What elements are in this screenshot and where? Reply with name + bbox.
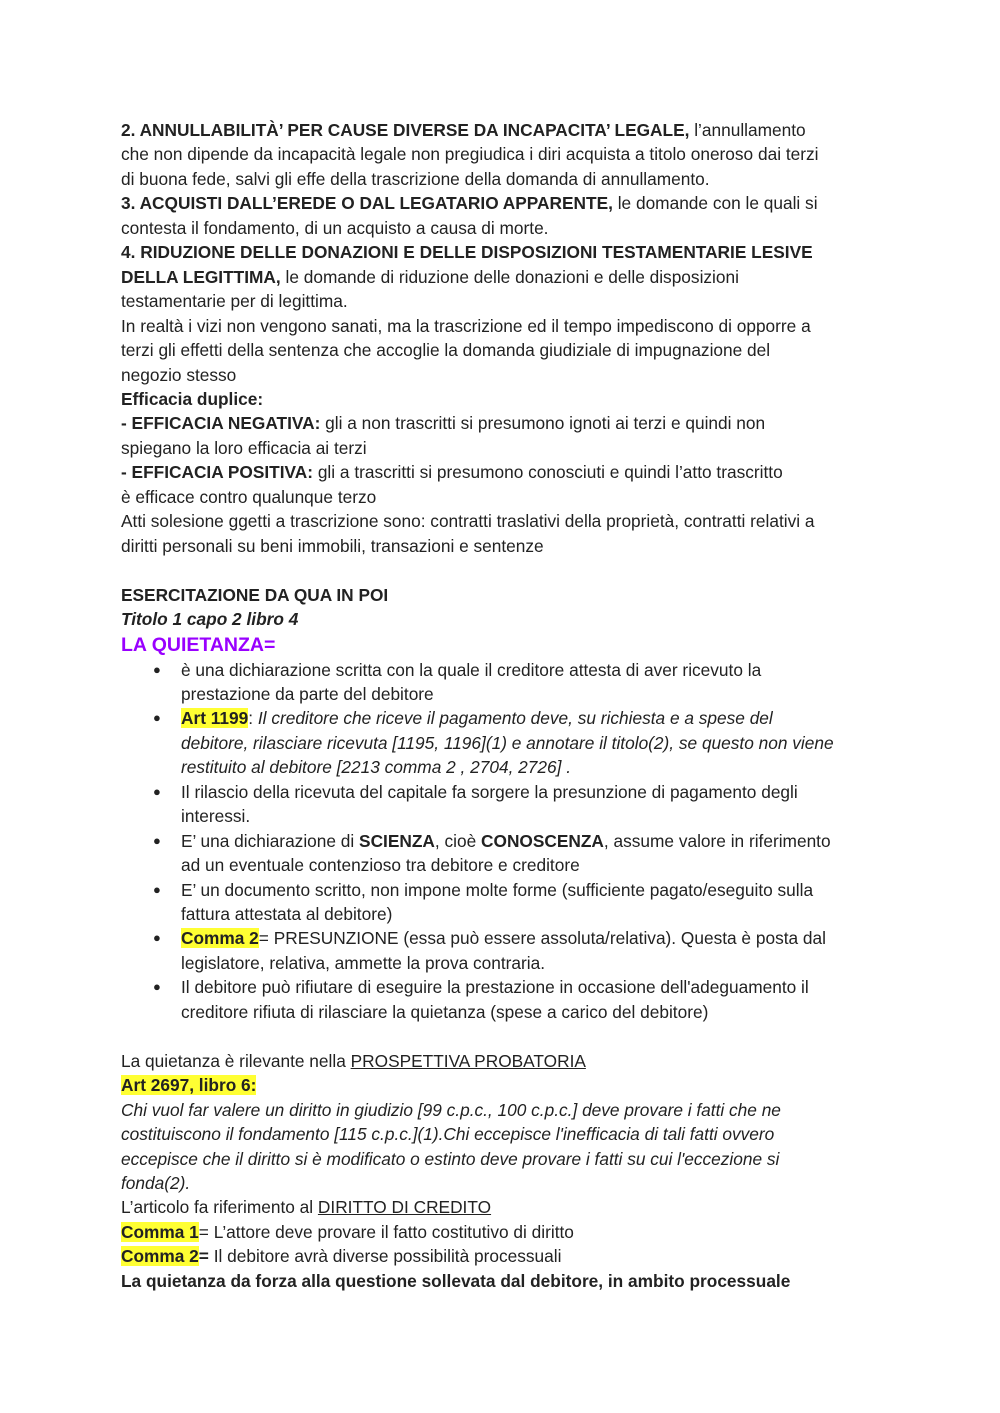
text-span: fattura attestata al debitore) (181, 904, 393, 925)
paragraph-comma-1 (121, 1220, 890, 1244)
text-span: : (248, 708, 258, 729)
bullet-icon: ● (153, 881, 161, 897)
text-span: prestazione da parte del debitore (181, 683, 434, 704)
text-span: CONOSCENZA (481, 830, 604, 851)
text-span: L’articolo fa riferimento al (121, 1197, 318, 1218)
quote-art-2697-line-4: fonda(2). (121, 1173, 191, 1193)
highlight-comma-2-bis: Comma 2 (121, 1246, 199, 1267)
paragraph-vizi-line-1: In realtà i vizi non vengono sanati, ma la trascrizione ed il tempo impediscono di opporre a (121, 315, 811, 336)
heading-legittima: DELLA LEGITTIMA, (121, 266, 281, 287)
text-span (181, 926, 890, 950)
text-span (181, 706, 890, 730)
underlined-diritto-di-credito: DIRITTO DI CREDITO (317, 1197, 492, 1218)
highlight-comma-1: Comma 1 (121, 1221, 199, 1242)
text-span: è una dichiarazione scritta con la quale il creditore attesta di aver ricevuto la (181, 659, 762, 680)
blank-line (121, 1024, 890, 1048)
paragraph-atti-line-2: diritti personali su beni immobili, transazioni e sentenze (121, 535, 544, 556)
bullet-icon: ● (153, 661, 161, 677)
paragraph-acquisti-line-2: contesta il fondamento, di un acquisto a causa di morte. (121, 217, 549, 238)
text-span: restituito al debitore [2213 comma 2 , 2704, 2726] . (181, 757, 572, 778)
list-item (121, 706, 890, 779)
text-span: interessi. (181, 806, 251, 827)
text-span: = PRESUNZIONE (essa può essere assoluta/relativa). Questa è posta dal (258, 928, 826, 949)
list-item (121, 878, 890, 927)
paragraph-riduzione-line-3: testamentarie per di legittima. (121, 291, 348, 312)
paragraph-riduzione-line-2 (121, 265, 890, 289)
paragraph-vizi-line-3: negozio stesso (121, 364, 237, 385)
text-span: Il debitore avrà diverse possibilità processuali (208, 1246, 562, 1267)
blank-line (121, 558, 890, 582)
efficacia-negativa-line-2: spiegano la loro efficacia ai terzi (121, 437, 367, 458)
label-efficacia-negativa: - EFFICACIA NEGATIVA: (121, 413, 321, 434)
paragraph-atti-line-1: Atti solesione ggetti a trascrizione sono: contratti traslativi della proprietà, contratti relativi a (121, 511, 815, 532)
paragraph-comma-2 (121, 1244, 890, 1268)
list-item (121, 829, 890, 878)
highlight-comma-2: Comma 2 (181, 928, 259, 949)
bullet-icon: ● (153, 979, 161, 995)
heading-annullabilita: 2. ANNULLABILITÀ’ PER CAUSE DIVERSE DA INCAPACITA’ LEGALE, (121, 120, 690, 140)
efficacia-positiva-line-1 (121, 460, 890, 484)
text-span: gli a trascritti si presumono conosciuti e quindi l’atto trascritto (313, 462, 783, 483)
text-span: E’ un documento scritto, non impone molte forme (sufficiente pagato/eseguito sulla (181, 879, 814, 900)
list-item (121, 975, 890, 1024)
paragraph-annullabilita-line-2: che non dipende da incapacità legale non pregiudica i diri acquista a titolo oneroso dai terzi (121, 144, 819, 165)
paragraph-final-bold: La quietanza da forza alla questione sollevata dal debitore, in ambito processuale (121, 1270, 791, 1291)
highlight-art-1199: Art 1199 (181, 708, 249, 729)
text-span: ad un eventuale contenzioso tra debitore e creditore (181, 855, 580, 876)
paragraph-riferimento (121, 1195, 890, 1219)
text-span: E’ una dichiarazione di (181, 830, 360, 851)
heading-art-2697 (121, 1073, 890, 1097)
text-span: , assume valore in riferimento (603, 830, 831, 851)
text-span: Il rilascio della ricevuta del capitale fa sorgere la presunzione di pagamento degli (181, 781, 798, 802)
bullet-icon: ● (153, 710, 161, 726)
quote-art-2697-line-2: costituiscono il fondamento [115 c.p.c.](1).Chi eccepisce l'inefficacia di tali fatti ovvero (121, 1124, 775, 1145)
underlined-prospettiva-probatoria: PROSPETTIVA PROBATORIA (350, 1050, 586, 1071)
efficacia-positiva-line-2: è efficace contro qualunque terzo (121, 486, 377, 507)
text-span: , cioè (434, 830, 482, 851)
text-span: SCIENZA (359, 830, 435, 851)
quietanza-bullet-list (121, 658, 890, 1025)
quote-art-2697-line-1: Chi vuol far valere un diritto in giudizio [99 c.p.c., 100 c.p.c.] deve provare i fatti che ne (121, 1099, 781, 1120)
text-span: legislatore, relativa, ammette la prova contraria. (181, 952, 546, 973)
paragraph-acquisti-line-1 (121, 191, 890, 215)
bullet-icon: ● (153, 832, 161, 848)
text-span: Il creditore che riceve il pagamento deve, su richiesta e a spese del (257, 708, 773, 729)
text-span: = (198, 1246, 209, 1267)
heading-acquisti: 3. ACQUISTI DALL’EREDE O DAL LEGATARIO APPARENTE, (121, 193, 613, 214)
text-span: La quietanza è rilevante nella (121, 1050, 351, 1071)
highlight-art-2697: Art 2697, libro 6: (121, 1075, 257, 1096)
bullet-icon: ● (153, 783, 161, 799)
text-span: le domande con le quali si (612, 193, 818, 214)
text-span: creditore rifiuta di rilasciare la quietanza (spese a carico del debitore) (181, 1001, 709, 1022)
paragraph-annullabilita-line-3: di buona fede, salvi gli effe della trascrizione della domanda di annullamento. (121, 168, 710, 189)
paragraph-probatoria (121, 1049, 890, 1073)
text-span: l’annullamento (689, 120, 806, 140)
heading-efficacia-duplice: Efficacia duplice: (121, 388, 264, 409)
text-span: le domande di riduzione delle donazioni e delle disposizioni (280, 266, 739, 287)
list-item (121, 658, 890, 707)
bullet-icon: ● (153, 930, 161, 946)
paragraph-annullabilita-line-1 (121, 118, 890, 142)
quote-art-2697-line-3: eccepisce che il diritto si è modificato o estinto deve provare i fatti su cui l'eccezione si (121, 1148, 780, 1169)
text-span (181, 829, 890, 853)
text-span: = L’attore deve provare il fatto costitutivo di diritto (198, 1221, 574, 1242)
paragraph-vizi-line-2: terzi gli effetti della sentenza che accoglie la domanda giudiziale di impugnazione del (121, 340, 771, 361)
text-span: gli a non trascritti si presumono ignoti ai terzi e quindi non (320, 413, 766, 434)
heading-la-quietanza: LA QUIETANZA= (121, 633, 276, 656)
list-item (121, 926, 890, 975)
list-item (121, 780, 890, 829)
subheading-titolo: Titolo 1 capo 2 libro 4 (121, 609, 299, 630)
heading-esercitazione: ESERCITAZIONE DA QUA IN POI (121, 584, 389, 605)
efficacia-negativa-line-1 (121, 411, 890, 435)
text-span: debitore, rilasciare ricevuta [1195, 1196](1) e annotare il titolo(2), se questo non viene (181, 732, 834, 753)
heading-riduzione: 4. RIDUZIONE DELLE DONAZIONI E DELLE DISPOSIZIONI TESTAMENTARIE LESIVE (121, 242, 813, 263)
text-span: Il debitore può rifiutare di eseguire la prestazione in occasione dell'adeguamento il (181, 977, 809, 998)
label-efficacia-positiva: - EFFICACIA POSITIVA: (121, 462, 314, 483)
